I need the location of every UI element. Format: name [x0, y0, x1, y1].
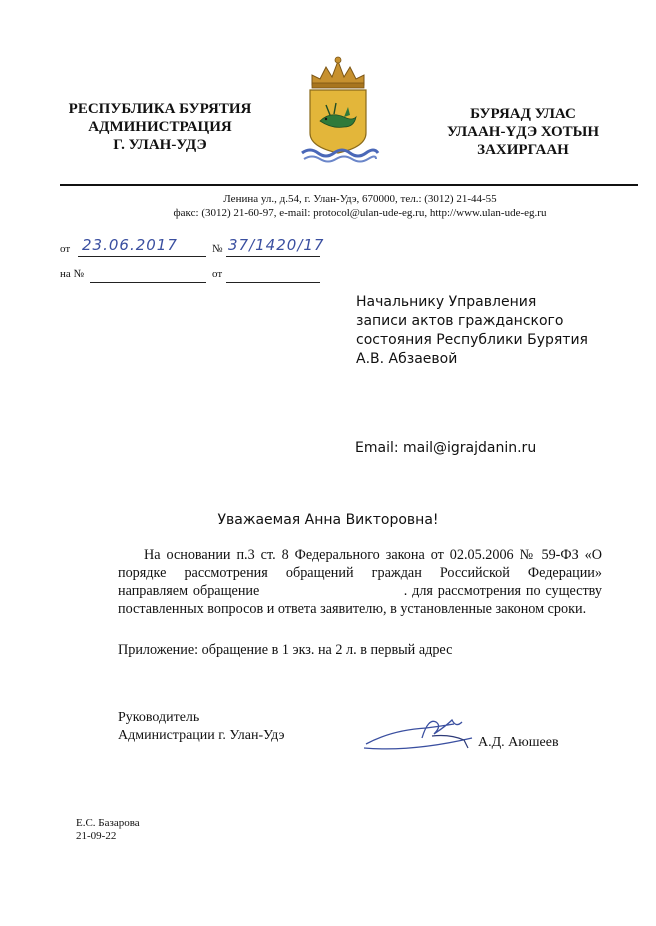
- ref-from-label-2: от: [212, 268, 223, 280]
- executor-phone: 21-09-22: [76, 830, 117, 842]
- addressee-line-4: А.В. Абзаевой: [356, 351, 458, 367]
- ref-on-underline: [90, 268, 206, 283]
- addressee-line-1: Начальнику Управления: [356, 294, 537, 310]
- signatory-name: А.Д. Аюшеев: [478, 735, 559, 750]
- header-left-line-2: АДМИНИСТРАЦИЯ: [88, 119, 232, 135]
- signatory-title: [118, 709, 285, 745]
- header-left-block: [50, 100, 270, 154]
- header-right-line-3: ЗАХИРГААН: [477, 142, 569, 158]
- contact-line-2: факс: (3012) 21-60-97, e-mail: protocol@ulan-ude-eg.ru, http://www.ulan-ude-eg.ru: [173, 207, 547, 219]
- addressee-line-2: записи актов гражданского: [356, 313, 564, 329]
- header-right-line-2: УЛААН-ҮДЭ ХОТЫН: [446, 124, 600, 140]
- addressee-block: [356, 293, 588, 369]
- body-line-1: На основании п.3 ст. 8 Федерального закона от 02.05.2006 № 59-ФЗ «О: [144, 547, 602, 563]
- letter-body: [118, 546, 602, 618]
- handwritten-signature: [362, 708, 482, 758]
- body-line-2: порядке рассмотрения обращений граждан Российской Федерации»: [118, 565, 602, 581]
- contact-line-1: Ленина ул., д.54, г. Улан-Удэ, 670000, тел.: (3012) 21-44-55: [223, 193, 497, 205]
- greeting: Уважаемая Анна Викторовна!: [217, 512, 439, 528]
- ref-date: 23.06.2017: [82, 236, 178, 254]
- body-line-3: направляем обращение . для рассмотрения по существу: [118, 583, 602, 599]
- coat-of-arms-icon: [290, 55, 386, 165]
- header-divider: [60, 184, 638, 186]
- ref-number-label: №: [212, 243, 223, 255]
- ref-on-label: на №: [60, 268, 85, 280]
- waves-icon: [302, 150, 378, 162]
- signatory-title-line-1: Руководитель: [118, 710, 200, 725]
- header-right-block: [418, 105, 628, 159]
- executor-block: [76, 817, 140, 843]
- crown-icon: [312, 57, 364, 88]
- header-left-line-1: РЕСПУБЛИКА БУРЯТИЯ: [68, 101, 252, 117]
- ref-from2-underline: [226, 268, 320, 283]
- ref-from-label: от: [60, 243, 71, 255]
- addressee-email: Email: mail@igrajdanin.ru: [355, 440, 537, 456]
- header-left-line-3: Г. УЛАН-УДЭ: [113, 137, 207, 153]
- addressee-line-3: состояния Республики Бурятия: [356, 332, 588, 348]
- ref-number: 37/1420/17: [228, 236, 325, 254]
- executor-name: Е.С. Базарова: [76, 817, 140, 829]
- body-line-4: поставленных вопросов и ответа заявителю, в установленные законом сроки.: [118, 601, 587, 617]
- signatory-title-line-2: Администрации г. Улан-Удэ: [118, 728, 285, 743]
- header-right-line-1: БУРЯАД УЛАС: [470, 106, 576, 122]
- appendix-note: Приложение: обращение в 1 экз. на 2 л. в первый адрес: [118, 642, 453, 658]
